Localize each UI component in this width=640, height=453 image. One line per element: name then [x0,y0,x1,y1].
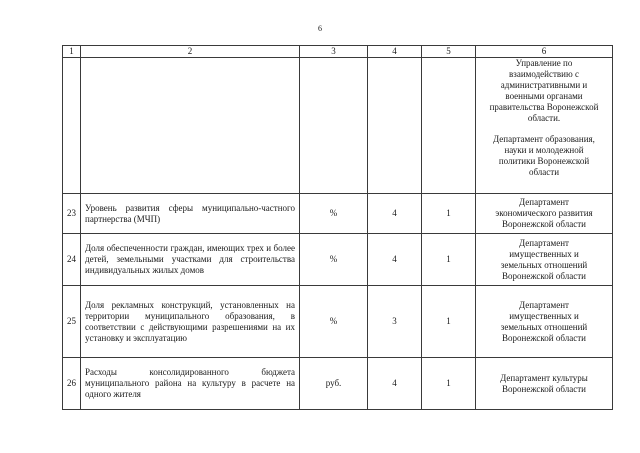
responsible-agency-cell [476,194,613,234]
unit-cell: % [300,194,368,234]
responsible-agency-line: земельных отношений [500,259,588,270]
column-5-value-cell: 1 [422,286,476,358]
indicator-name-cell: Расходы консолидированного бюджета муниципального района на культуру в расчете на одного жителя [81,358,300,410]
column-5-value-cell: 1 [422,194,476,234]
column-4-value-cell: 4 [368,358,422,410]
table-row [63,358,613,410]
header-cell: 2 [81,46,300,58]
indicator-name-cell: Уровень развития сферы муниципально-частного партнерства (МЧП) [81,194,300,234]
responsible-agency-line: Воронежской области [502,383,586,394]
responsible-agency-line: Департамент [519,299,569,310]
row-number-cell: 24 [63,234,81,286]
responsible-agency-cell [476,234,613,286]
unit-cell [300,58,368,194]
responsible-agency-cell [476,358,613,410]
unit-cell: руб. [300,358,368,410]
responsible-agency-line: земельных отношений [500,321,588,332]
responsible-agency-line: политики Воронежской [498,156,590,166]
indicators-table [62,45,613,410]
column-4-value-cell: 3 [368,286,422,358]
responsible-agency-line: имущественных и [509,248,579,259]
page-number: 6 [318,24,322,33]
row-number-cell [63,58,81,194]
responsible-agency-line: Воронежской области [502,270,586,281]
table-row [63,194,613,234]
row-number-cell: 25 [63,286,81,358]
column-4-value-cell [368,58,422,194]
unit-cell: % [300,234,368,286]
responsible-agency-line: науки и молодежной [504,145,584,155]
column-4-value-cell: 4 [368,194,422,234]
unit-cell: % [300,286,368,358]
column-5-value-cell: 1 [422,358,476,410]
row-number-cell: 23 [63,194,81,234]
responsible-agency-line: военными органами [505,91,583,101]
indicator-name-cell [81,58,300,194]
responsible-agency-cell [476,58,613,194]
indicator-name-cell: Доля обеспеченности граждан, имеющих трех и более детей, земельными участками для строительства индивидуальных жилых домов [81,234,300,286]
header-cell: 5 [422,46,476,58]
responsible-agency-line: экономического развития [495,208,593,218]
table-header-row [63,46,613,58]
responsible-agency-line: Департамент образования, [493,134,595,144]
responsible-agency-line: Воронежской области [502,332,586,343]
column-4-value-cell: 4 [368,234,422,286]
header-cell: 1 [63,46,81,58]
responsible-agency-line: административными и [500,80,588,90]
responsible-agency-cell [476,286,613,358]
column-5-value-cell: 1 [422,234,476,286]
row-number-cell: 26 [63,358,81,410]
responsible-agency-line: Департамент [519,197,569,207]
responsible-agency-line: взаимодействию с [509,69,579,79]
table-row [63,234,613,286]
column-5-value-cell [422,58,476,194]
responsible-agency-line: имущественных и [509,310,579,321]
responsible-agency-line: Воронежской области [502,219,586,229]
table-row [63,286,613,358]
responsible-agency-line: области [528,167,560,177]
header-cell: 4 [368,46,422,58]
header-cell: 6 [476,46,613,58]
table-row [63,58,613,194]
responsible-agency-line: правительства Воронежской [489,102,599,112]
indicator-name-cell: Доля рекламных конструкций, установленных на территории муниципального образования, в соответствии с действующими разрешениями на их установку и эксплуатацию [81,286,300,358]
responsible-agency-line: Департамент культуры [500,372,588,383]
header-cell: 3 [300,46,368,58]
responsible-agency-line: Департамент [519,237,569,248]
responsible-agency-line: Управление по [515,58,573,68]
responsible-agency-line: области. [527,113,561,123]
